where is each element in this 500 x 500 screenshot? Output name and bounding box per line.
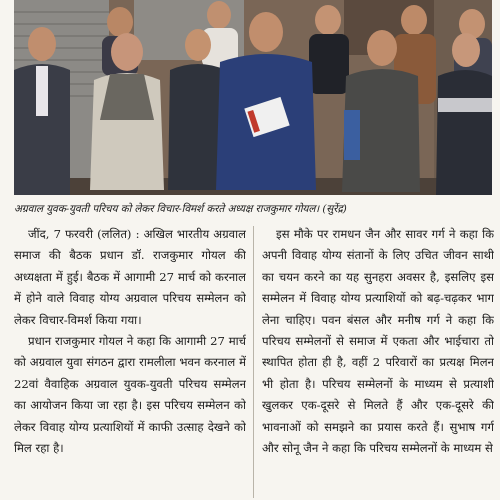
article-column-left — [14, 224, 246, 500]
news-photo — [14, 0, 492, 195]
article-paragraph: जींद, 7 फरवरी (ललित) : अखिल भारतीय अग्रवाल समाज की बैठक प्रधान डॉ. राजकुमार गोयल की अध्यक्षता में हुई। बैठक में आगामी 27 मार्च को करनाल में होने वाले विवाह योग्य अग्रवाल परिचय सम्मेलन को लेकर विचार-विमर्श किया गया। — [14, 227, 246, 327]
group-photo-image — [14, 0, 492, 195]
photo-caption: अग्रवाल युवक-युवती परिचय को लेकर विचार-विमर्श करते अध्यक्ष राजकुमार गोयल। (सुरेंद्र) — [14, 203, 347, 215]
article-column-right — [262, 224, 494, 500]
article-paragraph: प्रधान राजकुमार गोयल ने कहा कि आगामी 27 मार्च को अग्रवाल युवा संगठन द्वारा रामलीला भवन करनाल में 22वां वैवाहिक अग्रवाल युवक-युवती परिचय सम्मेलन का आयोजन किया जा रहा है। इस परिचय सम्मेलन को लेकर विवाह योग्य प्रत्याशियों में काफी उत्साह देखने को मिल रहा है। — [14, 334, 246, 456]
column-divider — [253, 226, 254, 498]
article-paragraph: इस मौके पर रामधन जैन और सावर गर्ग ने कहा कि अपनी विवाह योग्य संतानों के लिए उचित जीवन साथी का चयन करने का यह सुनहरा अवसर है, इसलिए इस सम्मेलन में विवाह योग्य प्रत्याशियों को बढ़-चढ़कर भाग लेना चाहिए। पवन बंसल और मनीष गर्ग ने कहा कि परिचय सम्मेलनों से समाज में एकता और भाईचारा तो स्थापित होता ही है, वहीं 2 परिवारों का प्रत्यक्ष मिलन भी होता है। परिचय सम्मेलनों के माध्यम से प्रत्याशी खुलकर एक-दूसरे से मिलते हैं और एक-दूसरे की भावनाओं को समझने का प्रयास करते हैं। सुभाष गर्ग और सोनू जैन ने कहा कि परिचय सम्मेलनों के माध्यम से — [262, 227, 494, 456]
